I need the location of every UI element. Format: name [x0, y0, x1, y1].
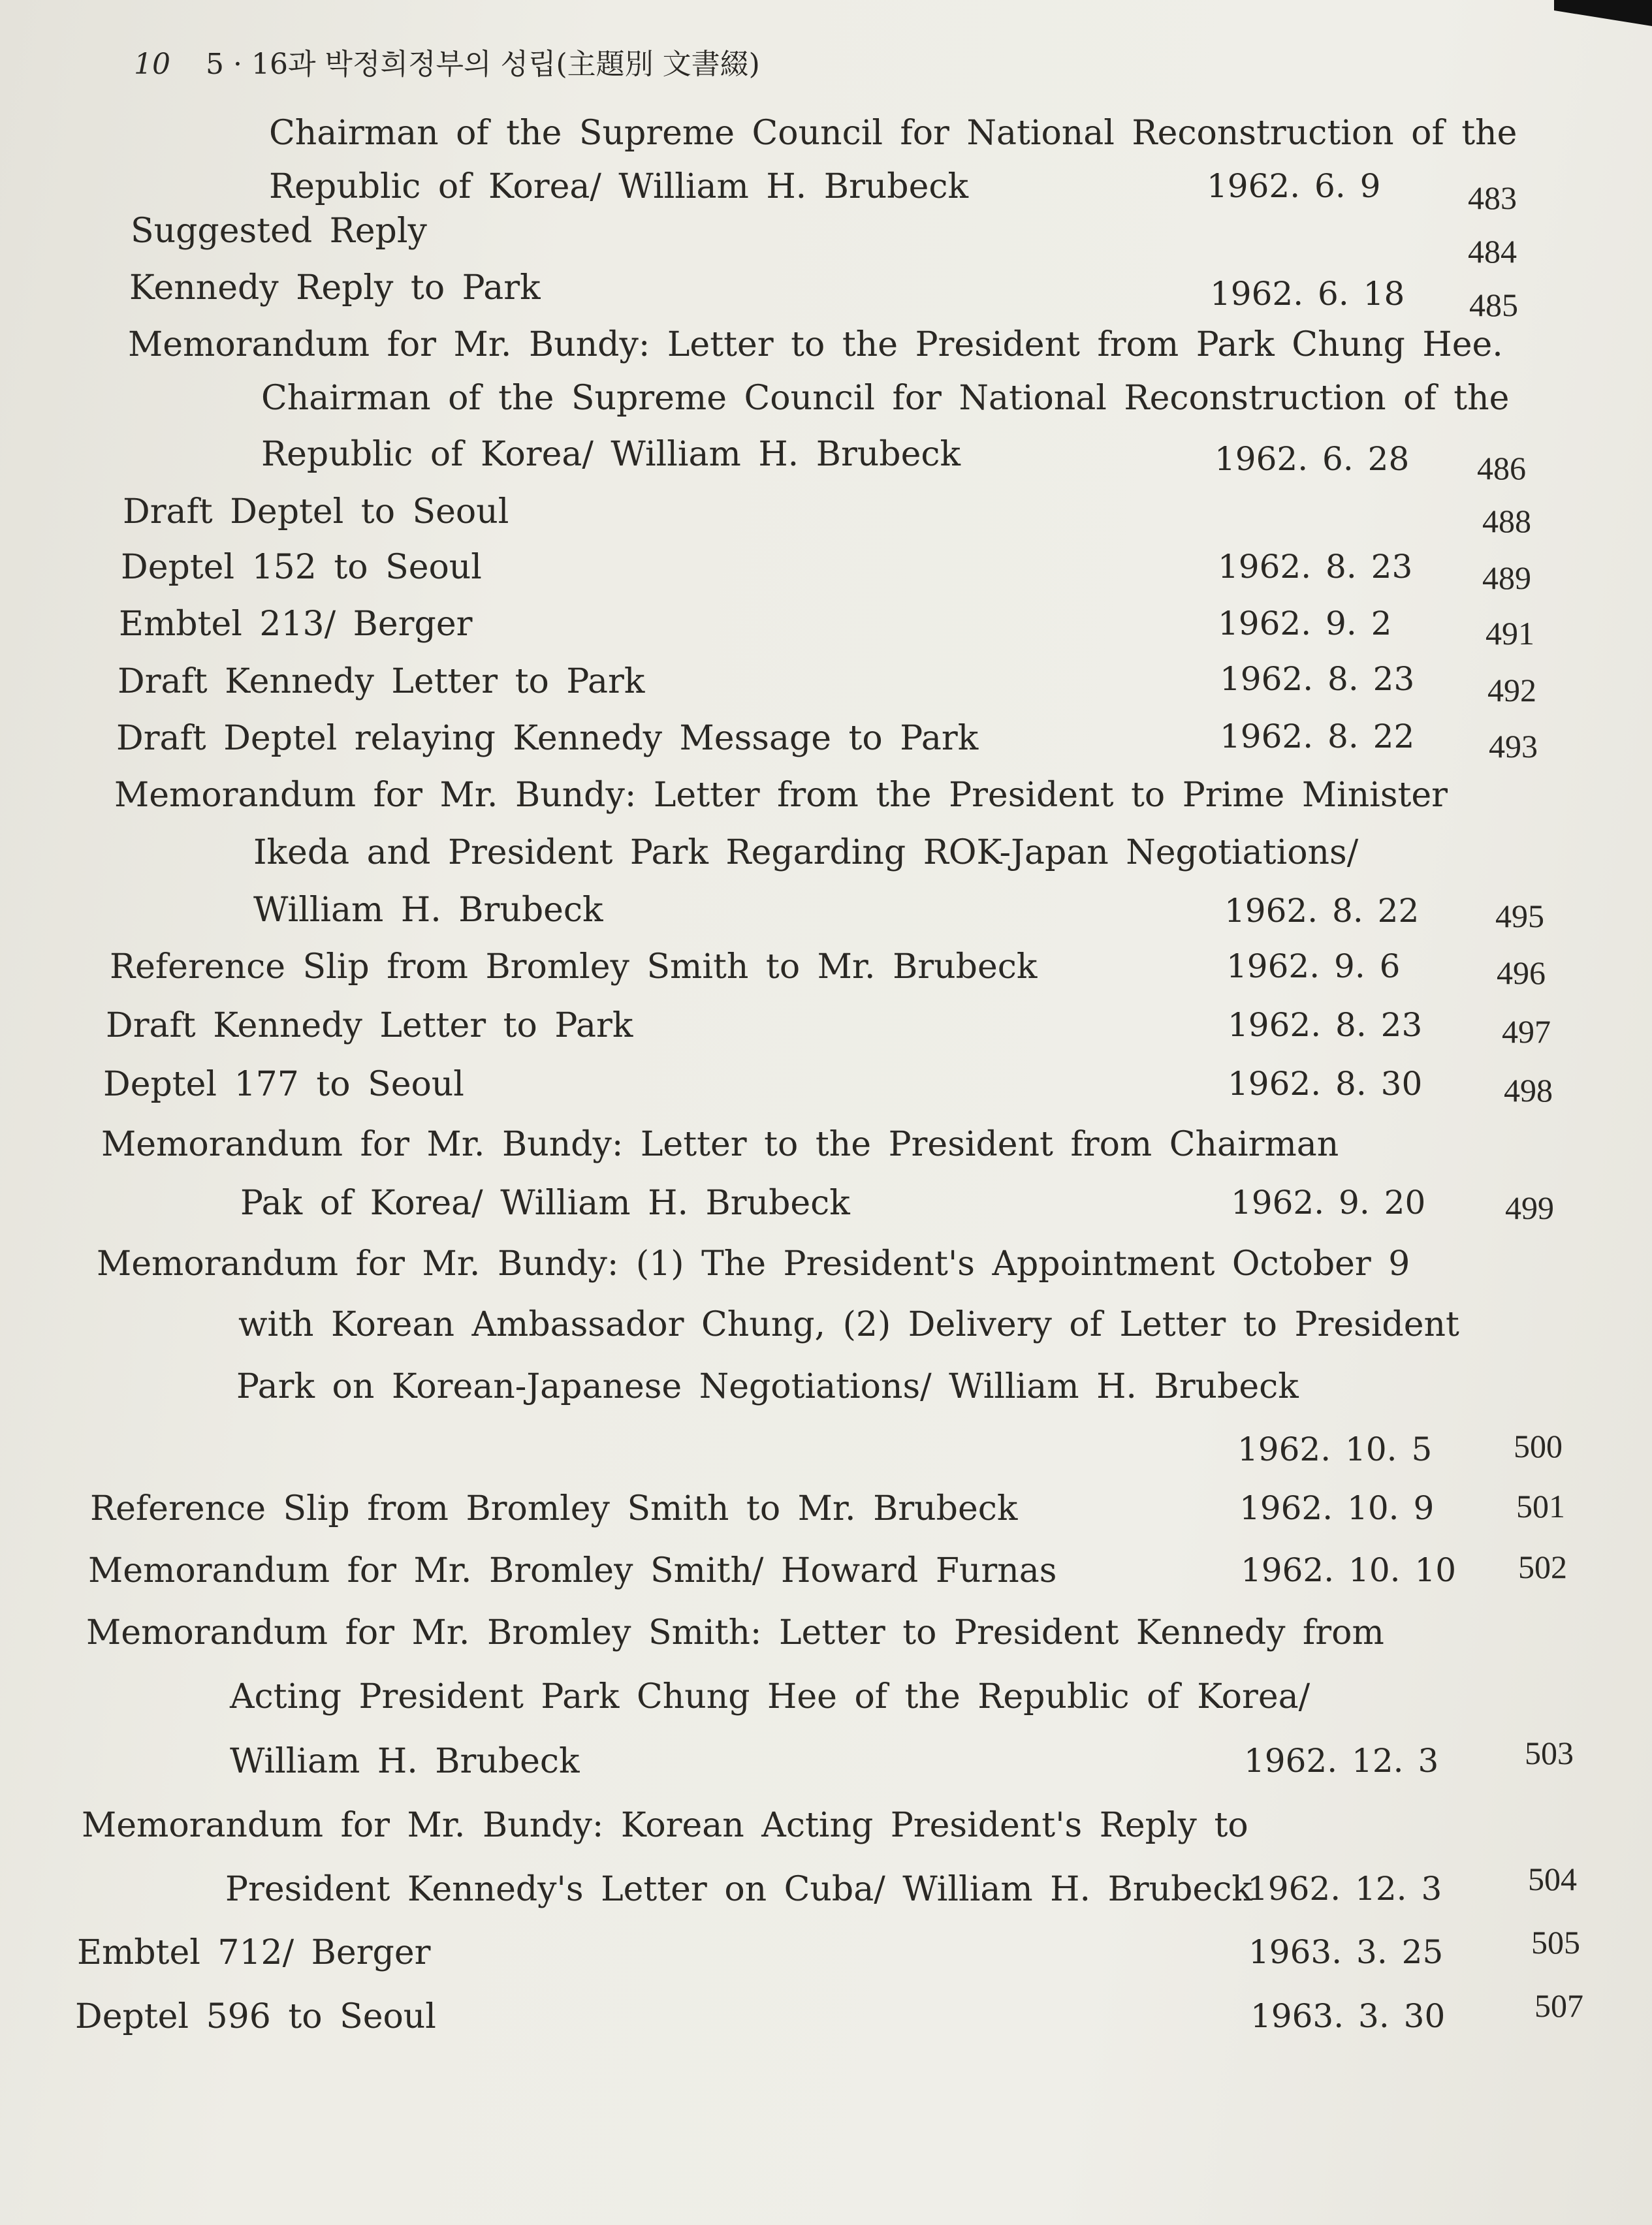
- entry-title-line: Suggested Reply: [131, 212, 427, 251]
- entry-page-number: 496: [1497, 955, 1546, 991]
- entry-title-line: Reference Slip from Bromley Smith to Mr. Brubeck: [110, 947, 1038, 986]
- entry-page-number: 500: [1514, 1428, 1563, 1464]
- page-number: 10: [134, 48, 170, 81]
- entry-date: 1962. 9. 2: [1218, 605, 1392, 642]
- entry-title-line: Park on Korean-Japanese Negotiations/ William H. Brubeck: [236, 1367, 1299, 1406]
- entry-title-line: Embtel 712/ Berger: [77, 1933, 431, 1972]
- entry-title-line: Republic of Korea/ William H. Brubeck: [261, 435, 961, 474]
- entry-page-number: 493: [1489, 728, 1538, 765]
- entry-page-number: 492: [1487, 672, 1536, 708]
- entry-date: 1962. 8. 23: [1220, 660, 1415, 698]
- entry-date: 1962. 8. 22: [1220, 718, 1415, 755]
- entry-title-line: Memorandum for Mr. Bundy: Korean Acting President's Reply to: [82, 1806, 1248, 1845]
- entry-title-line: Acting President Park Chung Hee of the Republic of Korea/: [230, 1677, 1310, 1716]
- entry-page-number: 503: [1525, 1735, 1574, 1771]
- entry-title-line: Republic of Korea/ William H. Brubeck: [269, 167, 968, 206]
- entry-date: 1962. 12. 3: [1247, 1870, 1442, 1908]
- entry-date: 1962. 9. 6: [1226, 947, 1401, 985]
- entry-title-line: Memorandum for Mr. Bundy: Letter to the President from Park Chung Hee.: [128, 325, 1503, 364]
- entry-date: 1963. 3. 30: [1250, 1997, 1446, 2035]
- entry-page-number: 507: [1534, 1987, 1583, 2024]
- entry-title-line: William H. Brubeck: [230, 1742, 580, 1781]
- entry-title-line: Kennedy Reply to Park: [129, 268, 541, 308]
- entry-page-number: 485: [1469, 287, 1518, 323]
- entry-page-number: 502: [1518, 1549, 1567, 1585]
- entry-title-line: Chairman of the Supreme Council for National Reconstruction of the: [261, 379, 1510, 418]
- entry-page-number: 484: [1468, 233, 1517, 270]
- entry-page-number: 504: [1528, 1861, 1577, 1897]
- entry-title-line: Deptel 596 to Seoul: [75, 1997, 436, 2036]
- entry-date: 1963. 3. 25: [1248, 1933, 1444, 1971]
- entry-title-line: Memorandum for Mr. Bundy: (1) The President's Appointment October 9: [97, 1244, 1410, 1284]
- entry-title-line: with Korean Ambassador Chung, (2) Delivery of Letter to President: [238, 1305, 1459, 1344]
- entry-page-number: 498: [1504, 1072, 1553, 1109]
- entry-date: 1962. 6. 28: [1215, 440, 1410, 478]
- entry-page-number: 501: [1516, 1488, 1565, 1524]
- entry-title-line: President Kennedy's Letter on Cuba/ William H. Brubeck: [225, 1870, 1252, 1909]
- entry-page-number: 488: [1482, 503, 1531, 539]
- entry-title-line: Memorandum for Mr. Bromley Smith: Letter to President Kennedy from: [86, 1613, 1384, 1652]
- entry-date: 1962. 8. 23: [1228, 1006, 1423, 1044]
- entry-page-number: 489: [1482, 560, 1531, 596]
- entry-date: 1962. 9. 20: [1231, 1184, 1426, 1222]
- running-title: 5 · 16과 박정희정부의 성립(主題別 文書綴): [206, 48, 760, 81]
- entry-title-line: Chairman of the Supreme Council for National Reconstruction of the: [269, 114, 1517, 153]
- entry-title-line: Pak of Korea/ William H. Brubeck: [240, 1184, 850, 1223]
- entry-title-line: Ikeda and President Park Regarding ROK-Japan Negotiations/: [253, 833, 1359, 872]
- entry-title-line: Draft Deptel relaying Kennedy Message to Park: [116, 719, 979, 758]
- entry-page-number: 491: [1485, 615, 1534, 652]
- entry-title-line: Draft Kennedy Letter to Park: [106, 1006, 633, 1045]
- entry-date: 1962. 8. 23: [1218, 548, 1413, 586]
- entry-page-number: 505: [1531, 1924, 1580, 1961]
- entry-page-number: 486: [1477, 450, 1526, 486]
- entry-date: 1962. 10. 9: [1239, 1489, 1435, 1527]
- entry-date: 1962. 12. 3: [1244, 1742, 1439, 1780]
- entry-date: 1962. 8. 22: [1224, 892, 1420, 930]
- entry-date: 1962. 10. 10: [1241, 1551, 1457, 1589]
- entry-title-line: Reference Slip from Bromley Smith to Mr. Brubeck: [90, 1489, 1018, 1528]
- entry-date: 1962. 6. 9: [1207, 167, 1381, 205]
- entry-title-line: Draft Deptel to Seoul: [123, 492, 509, 531]
- entry-title-line: Memorandum for Mr. Bundy: Letter from the President to Prime Minister: [114, 776, 1448, 815]
- entry-title-line: Embtel 213/ Berger: [119, 605, 473, 644]
- entry-page-number: 499: [1505, 1190, 1554, 1226]
- entry-title-line: Memorandum for Mr. Bundy: Letter to the President from Chairman: [101, 1125, 1339, 1164]
- entry-date: 1962. 10. 5: [1237, 1430, 1433, 1468]
- entry-title-line: Memorandum for Mr. Bromley Smith/ Howard Furnas: [88, 1551, 1057, 1590]
- entry-title-line: Deptel 152 to Seoul: [121, 548, 482, 587]
- entry-title-line: William H. Brubeck: [253, 891, 603, 930]
- entry-page-number: 495: [1495, 898, 1544, 934]
- entry-date: 1962. 6. 18: [1210, 275, 1405, 313]
- entry-date: 1962. 8. 30: [1228, 1065, 1423, 1103]
- entry-title-line: Draft Kennedy Letter to Park: [118, 662, 645, 701]
- entry-page-number: 497: [1502, 1013, 1551, 1050]
- entry-title-line: Deptel 177 to Seoul: [103, 1065, 464, 1104]
- entry-page-number: 483: [1468, 180, 1517, 216]
